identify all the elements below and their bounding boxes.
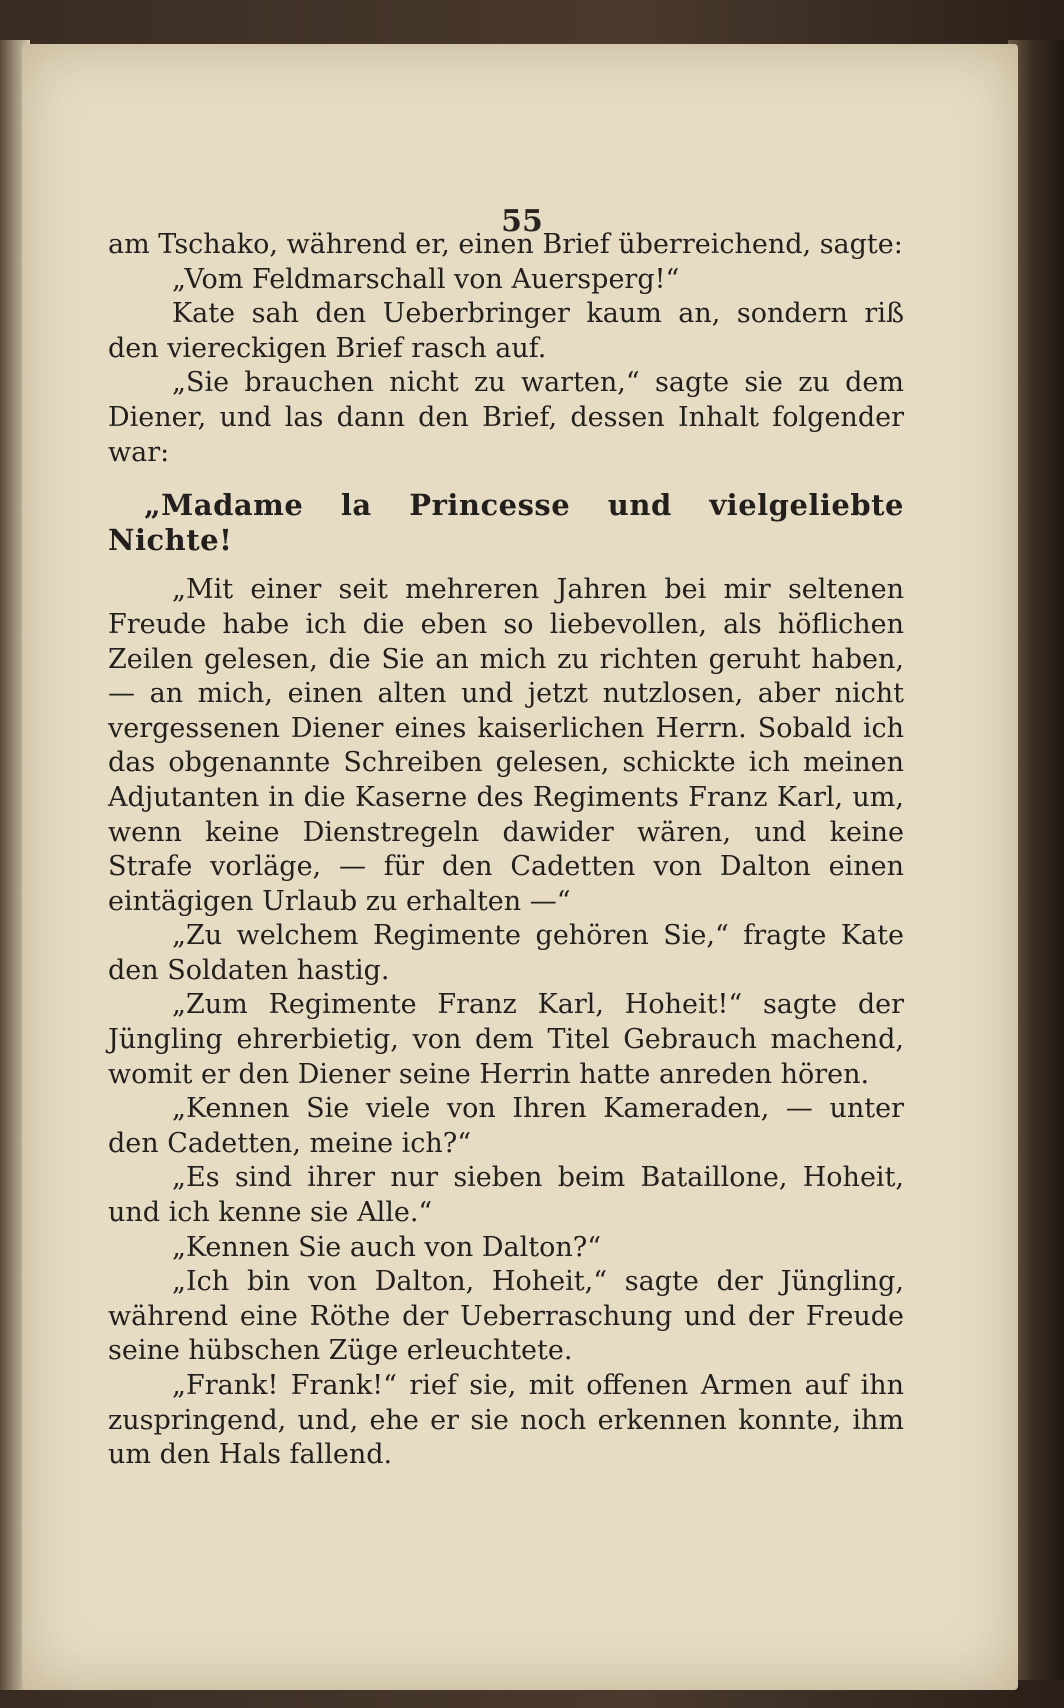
paragraph: „Kennen Sie viele von Ihren Kameraden, — unter den Cadetten, meine ich?“ — [108, 1093, 904, 1159]
paragraph: „Ich bin von Dalton, Hoheit,“ sagte der Jüngling, während eine Röthe der Ueberraschung und der Freude seine hübschen Züge erleuchtete. — [108, 1266, 904, 1367]
paragraph: Kate sah den Ueberbringer kaum an, sondern riß den viereckigen Brief rasch auf. — [108, 298, 904, 364]
paragraph: „Es sind ihrer nur sieben beim Bataillone, Hoheit, und ich kenne sie Alle.“ — [108, 1162, 904, 1229]
page-text-body — [108, 228, 904, 1473]
paragraph: „Zu welchem Regimente gehören Sie,“ fragte Kate den Soldaten hastig. — [108, 920, 904, 986]
paragraph: „Sie brauchen nicht zu warten,“ sagte sie zu dem Diener, und las dann den Brief, dessen Inhalt folgender war: — [108, 367, 904, 468]
page-number: 55 — [501, 204, 543, 239]
paragraph: „Vom Feldmarschall von Auersperg!“ — [172, 263, 680, 295]
paragraph: „Frank! Frank!“ rief sie, mit offenen Armen auf ihn zuspringend, und, ehe er sie noch erkennen konnte, ihm um den Hals fallend. — [108, 1370, 904, 1471]
paragraph: „Kennen Sie auch von Dalton?“ — [172, 1231, 602, 1263]
paragraph: „Zum Regimente Franz Karl, Hoheit!“ sagte der Jüngling ehrerbietig, von dem Titel Gebrauch machend, womit er den Diener seine Herrin hatte anreden hören. — [108, 989, 904, 1090]
paragraph: am Tschako, während er, einen Brief überreichend, sagte: — [108, 229, 903, 260]
letter-salutation: „Madame la Princesse und vielgeliebte Nichte! — [108, 488, 904, 557]
paragraph: „Mit einer seit mehreren Jahren bei mir seltenen Freude habe ich die eben so liebevollen, als höflichen Zeilen gelesen, die Sie an mich zu richten geruht haben, — an mich, einen alten und jetzt nutzlosen, aber nicht vergessenen Diener eines kaiserlichen Herrn. Sobald ich das obgenannte Schreiben gelesen, schickte ich meinen Adjutanten in die Kaserne des Regiments Franz Karl, um, wenn keine Dienstregeln dawider wären, und keine Strafe vorläge, — für den Cadetten von Dalton einen eintägigen Urlaub zu erhalten —“ — [108, 574, 904, 917]
